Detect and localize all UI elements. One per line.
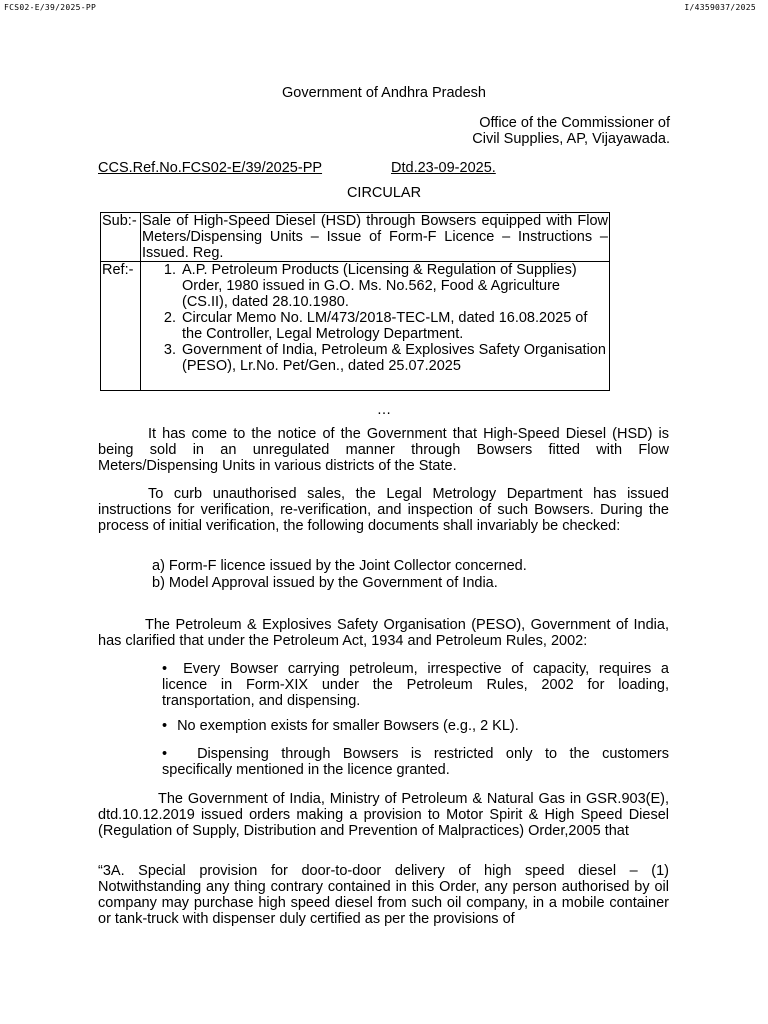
checklist-item: b) Model Approval issued by the Government of India.	[152, 575, 498, 591]
paragraph-ministry	[98, 791, 669, 839]
reference-item: 1. A.P. Petroleum Products (Licensing & Regulation of Supplies) Order, 1980 issued in G.O. Ms. No.562, Food & Agriculture (CS.II), dated 28.10.1980.	[180, 262, 608, 310]
bullet-item	[162, 746, 669, 778]
bullet-text: No exemption exists for smaller Bowsers (e.g., 2 KL).	[177, 718, 519, 734]
subject-reference-table	[100, 212, 610, 391]
bullet-dot: •	[162, 746, 168, 762]
references-row	[101, 262, 610, 391]
paragraph-notice	[98, 426, 669, 474]
inward-number-header: I/4359037/2025	[684, 3, 756, 12]
office-line-1: Office of the Commissioner of	[479, 115, 670, 131]
government-title: Government of Andhra Pradesh	[282, 85, 486, 101]
bullet-text: Dispensing through Bowsers is restricted only to the customers specifically mentioned in the licence granted.	[162, 746, 669, 778]
checklist-item: a) Form-F licence issued by the Joint Collector concerned.	[152, 558, 527, 574]
bullet-dot: •	[162, 718, 168, 734]
paragraph-peso-text: The Petroleum & Explosives Safety Organisation (PESO), Government of India, has clarified that under the Petroleum Act, 1934 and Petroleum Rules, 2002:	[98, 617, 669, 649]
paragraph-instructions-text: To curb unauthorised sales, the Legal Metrology Department has issued instructions for verification, re-verification, and inspection of such Bowsers. During the process of initial verification, the following documents shall invariably be checked:	[98, 486, 669, 534]
references-cell	[141, 262, 610, 391]
subject-row	[101, 213, 610, 262]
bullet-text: Every Bowser carrying petroleum, irrespective of capacity, requires a licence in Form-XIX under the Petroleum Rules, 2002 for loading, transportation, and dispensing.	[162, 661, 669, 709]
subject-text: Sale of High-Speed Diesel (HSD) through Bowsers equipped with Flow Meters/Dispensing Units – Issue of Form-F Licence – Instructions – Issued. Reg.	[142, 213, 608, 261]
paragraph-notice-text: It has come to the notice of the Government that High-Speed Diesel (HSD) is being sold in an unregulated manner through Bowsers fitted with Flow Meters/Dispensing Units in various districts of the State.	[98, 426, 669, 474]
reference-number: CCS.Ref.No.FCS02-E/39/2025-PP	[98, 160, 323, 176]
reference-item: 2. Circular Memo No. LM/473/2018-TEC-LM, dated 16.08.2025 of the Controller, Legal Metrology Department.	[180, 310, 608, 342]
bullet-dot: •	[162, 661, 168, 677]
circular-heading: CIRCULAR	[346, 185, 422, 201]
file-reference-header: FCS02-E/39/2025-PP	[4, 3, 97, 12]
paragraph-ministry-text: The Government of India, Ministry of Petroleum & Natural Gas in GSR.903(E), dtd.10.12.2019 issued orders making a provision to Motor Spirit & High Speed Diesel (Regulation of Supply, Distribution and Prevention of Malpractices) Order,2005 that	[98, 791, 669, 839]
subject-label: Sub:-	[101, 213, 141, 262]
paragraph-quoted-provision: “3A. Special provision for door-to-door delivery of high speed diesel – (1) Notwithstanding any thing contrary contained in this Order, any person authorised by oil company may purchase high speed diesel from such oil company, in a mobile container or tank-truck with dispenser duly certified as per the provisions of	[98, 863, 669, 927]
references-label: Ref:-	[101, 262, 141, 391]
office-line-2: Civil Supplies, AP, Vijayawada.	[472, 131, 670, 147]
ellipsis: …	[376, 402, 392, 418]
paragraph-peso	[98, 617, 669, 649]
circular-date: Dtd.23-09-2025.	[391, 160, 496, 176]
bullet-item	[162, 661, 669, 709]
reference-item: 3. Government of India, Petroleum & Explosives Safety Organisation (PESO), Lr.No. Pet/Gen., dated 25.07.2025	[180, 342, 608, 374]
paragraph-instructions	[98, 486, 669, 534]
references-list	[142, 262, 608, 374]
bullet-item	[162, 718, 669, 734]
